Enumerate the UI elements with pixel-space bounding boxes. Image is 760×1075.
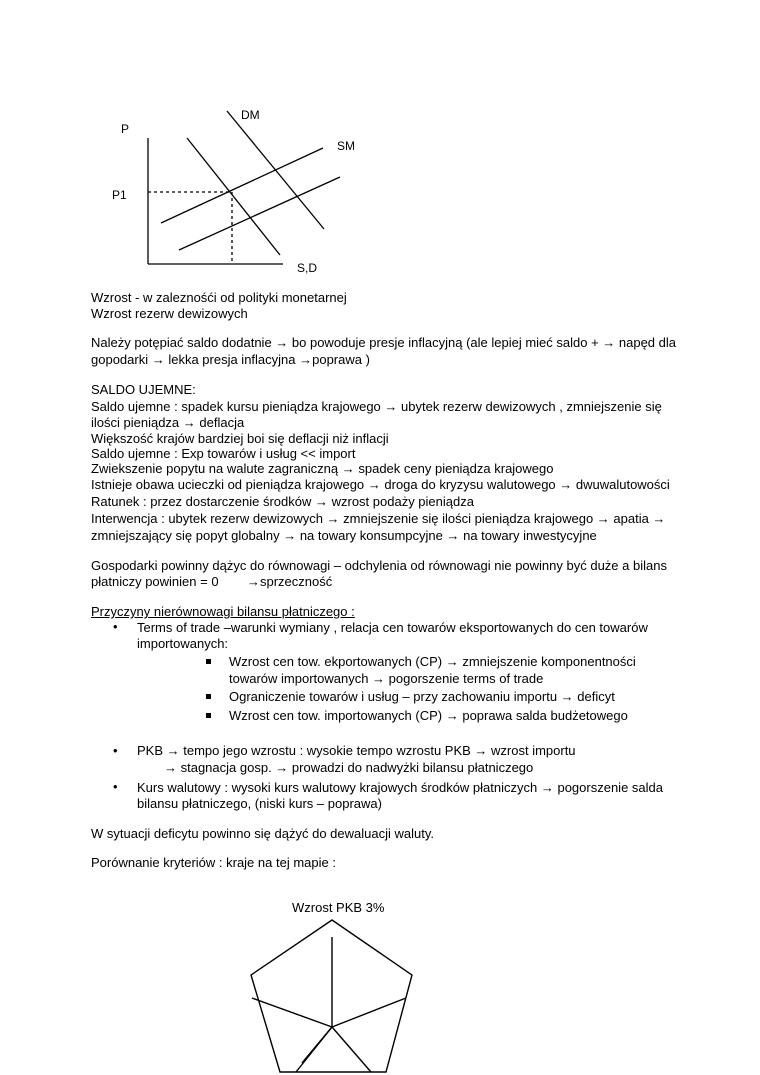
list-item: Kurs walutowy : wysoki kurs walutowy krajowych środków płatniczych → pogorszenie salda bbox=[137, 780, 663, 795]
sub-list-item: towarów importowanych → pogorszenie terms of trade bbox=[229, 671, 544, 686]
text-line: zmniejszający się popyt globalny → na towary konsumpcyjne → na towary inwestycyjne bbox=[91, 528, 597, 543]
criteria-pentagon bbox=[0, 915, 760, 1075]
text-line: Wzrost - w zaleznośći od polityki monetarnej bbox=[91, 290, 347, 305]
p1-label: P1 bbox=[112, 188, 127, 202]
text-line: Zwiekszenie popytu na walute zagraniczną → spadek ceny pieniądza krajowego bbox=[91, 461, 554, 476]
text-line: Interwencja : ubytek rezerw dewizowych → zmniejszenie się ilości pieniądza krajowego → apatia → bbox=[91, 511, 666, 526]
text-line: Porównanie kryteriów : kraje na tej mapie : bbox=[91, 855, 336, 870]
text-line: Należy potępiać saldo dodatnie → bo powoduje presje inflacyjną (ale lepiej mieć saldo + → napęd dla bbox=[91, 335, 676, 350]
bullet-dot: • bbox=[113, 779, 118, 794]
text-line: Gospodarki powinny dążyc do równowagi – odchylenia od równowagi nie powinny być duże a bilans bbox=[91, 558, 667, 573]
text-line: Ratunek : przez dostarczenie środków → wzrost podaży pieniądza bbox=[91, 494, 474, 509]
sub-list-item: Wzrost cen tow. ekportowanych (CP) → zmniejszenie komponentności bbox=[229, 654, 636, 669]
square-bullet bbox=[206, 713, 211, 718]
list-item: → stagnacja gosp. → prowadzi do nadwyżki bilansu płatniczego bbox=[164, 760, 534, 775]
text-line: Saldo ujemne : spadek kursu pieniądza krajowego → ubytek rezerw dewizowych , zmniejszenie się bbox=[91, 399, 662, 414]
text-line: ilości pieniądza → deflacja bbox=[91, 415, 245, 430]
pentagon-axis bbox=[332, 1027, 371, 1072]
sub-list-item: Wzrost cen tow. importowanych (CP) → poprawa salda budżetowego bbox=[229, 708, 628, 723]
supply-curve-upper bbox=[161, 148, 323, 223]
pentagon-axis bbox=[252, 998, 332, 1027]
text-line: Saldo ujemne : Exp towarów i usług << import bbox=[91, 446, 356, 461]
text-line: →sprzeczność bbox=[247, 574, 333, 589]
bullet-dot: • bbox=[113, 743, 118, 758]
pentagon-axis bbox=[302, 1027, 332, 1063]
bullet-dot: • bbox=[113, 619, 118, 634]
text-line: Większość krajów bardziej boi się deflacji niż inflacji bbox=[91, 431, 389, 446]
sub-list-item: Ograniczenie towarów i usług – przy zachowaniu importu → deficyt bbox=[229, 689, 615, 704]
pentagon-axis bbox=[332, 998, 406, 1027]
text-line: W sytuacji deficytu powinno się dążyć do dewaluacji waluty. bbox=[91, 826, 434, 841]
list-item: bilansu płatniczego, (niski kurs – poprawa) bbox=[137, 796, 382, 811]
dm-label: DM bbox=[241, 108, 260, 122]
square-bullet bbox=[206, 694, 211, 699]
square-bullet bbox=[206, 659, 211, 664]
section-heading: SALDO UJEMNE: bbox=[91, 382, 196, 397]
supply-curve-lower bbox=[179, 177, 340, 250]
pentagon-label: Wzrost PKB 3% bbox=[292, 900, 385, 915]
text-line: Wzrost rezerw dewizowych bbox=[91, 306, 248, 321]
list-item: importowanych: bbox=[137, 636, 229, 651]
money-market-diagram bbox=[0, 0, 760, 290]
text-line: Istnieje obawa ucieczki od pieniądza krajowego → droga do kryzysu walutowego → dwuwalutowości bbox=[91, 477, 670, 492]
demand-curve-lower bbox=[187, 138, 280, 255]
p-axis-label: P bbox=[121, 122, 130, 136]
list-item: PKB → tempo jego wzrostu : wysokie tempo wzrostu PKB → wzrost importu bbox=[137, 743, 576, 758]
list-item: Terms of trade –warunki wymiany , relacja cen towarów eksportowanych do cen towarów bbox=[137, 620, 648, 635]
sm-label: SM bbox=[337, 139, 355, 153]
section-heading: Przyczyny nierównowagi bilansu płatniczego : bbox=[91, 604, 355, 619]
text-line: gopodarki → lekka presja inflacyjna →poprawa ) bbox=[91, 352, 370, 367]
text-line: płatniczy powinien = 0 bbox=[91, 574, 219, 589]
x-axis-label: S,D bbox=[297, 261, 318, 275]
